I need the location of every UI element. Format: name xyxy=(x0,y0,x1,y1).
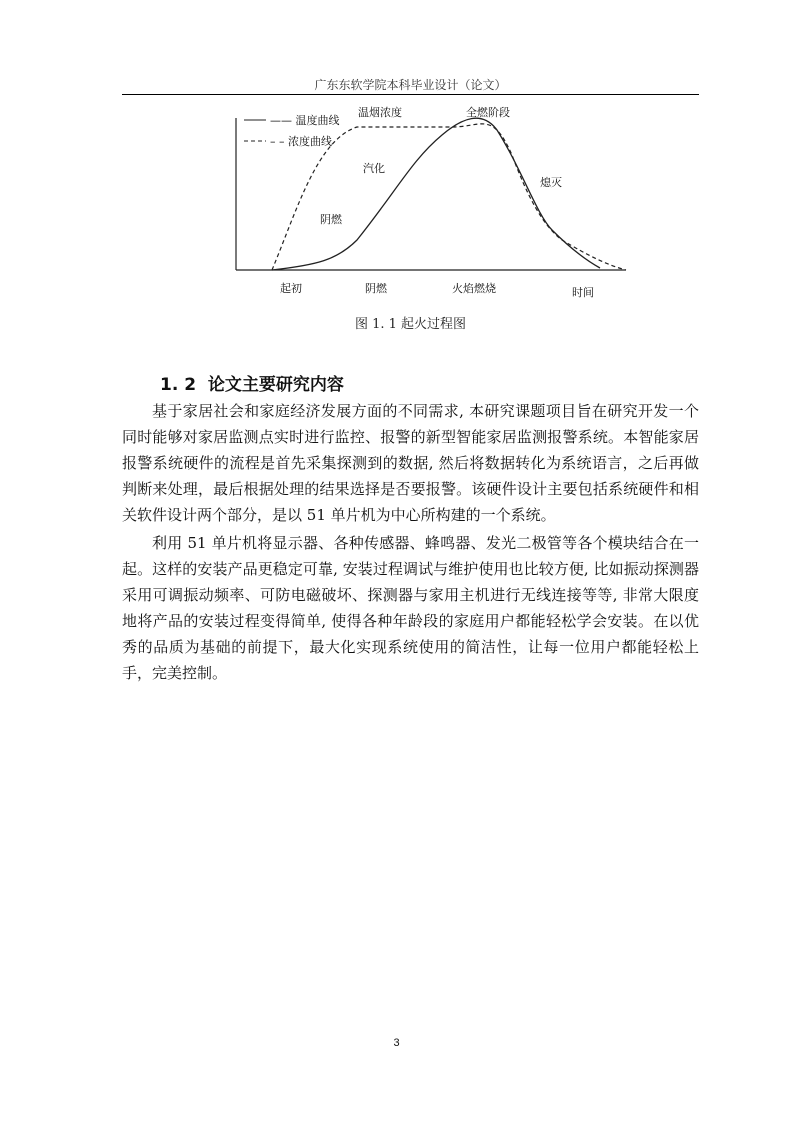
section-title: 论文主要研究内容 xyxy=(207,375,344,395)
fire-process-diagram xyxy=(222,100,632,305)
axis-label-smoldering: 阴燃 xyxy=(365,282,387,295)
stage-label-smoke: 温烟浓度 xyxy=(358,106,402,119)
stage-label-full-burning: 全燃阶段 xyxy=(466,106,510,119)
page-number: 3 xyxy=(393,1037,400,1049)
axis-label-flame: 火焰燃烧 xyxy=(452,282,496,295)
page-header: 广东东软学院本科毕业设计（论文） xyxy=(122,76,699,95)
fire-process-figure xyxy=(222,100,632,305)
axis-label-time: 时间 xyxy=(572,286,594,299)
section-heading xyxy=(160,370,344,395)
section-number: 1. 2 xyxy=(160,375,197,395)
legend-item-concentration: – – 浓度曲线 xyxy=(270,135,332,148)
body-paragraph-1: 基于家居社会和家庭经济发展方面的不同需求, 本研究课题项目旨在研究开发一个同时能够对家居监测点实时进行监控、报警的新型智能家居监测报警系统。本智能家居报警系统硬件的流程是首先采集探测到的数据, 然后将数据转化为系统语言，之后再做判断来处理，最后根据处理的结果选择是否要报警。该硬件设计主要包括系统硬件和相关软件设计两个部分，是以 51 单片机为中心所构建的一个系统。 xyxy=(122,402,699,524)
axis-label-initial: 起初 xyxy=(280,282,302,295)
figure-caption: 图 1. 1 起火过程图 xyxy=(354,317,467,332)
body-paragraph-2: 利用 51 单片机将显示器、各种传感器、蜂鸣器、发光二极管等各个模块结合在一起。这样的安装产品更稳定可靠, 安装过程调试与维护使用也比较方便, 比如振动探测器采用可调振动频率、可防电磁破坏、探测器与家用主机进行无线连接等等, 非常大限度地将产品的安装过程变得简单, 使得各种年龄段的家庭用户都能轻松学会安装。在以优秀的品质为基础的前提下，最大化实现系统使用的简洁性，让每一位用户都能轻松上手，完美控制。 xyxy=(122,534,699,682)
stage-label-smoldering: 阴燃 xyxy=(320,213,342,226)
legend-item-temperature: —— 温度曲线 xyxy=(270,114,340,127)
stage-label-extinction: 熄灭 xyxy=(540,176,562,189)
stage-label-vaporization: 汽化 xyxy=(363,162,385,175)
